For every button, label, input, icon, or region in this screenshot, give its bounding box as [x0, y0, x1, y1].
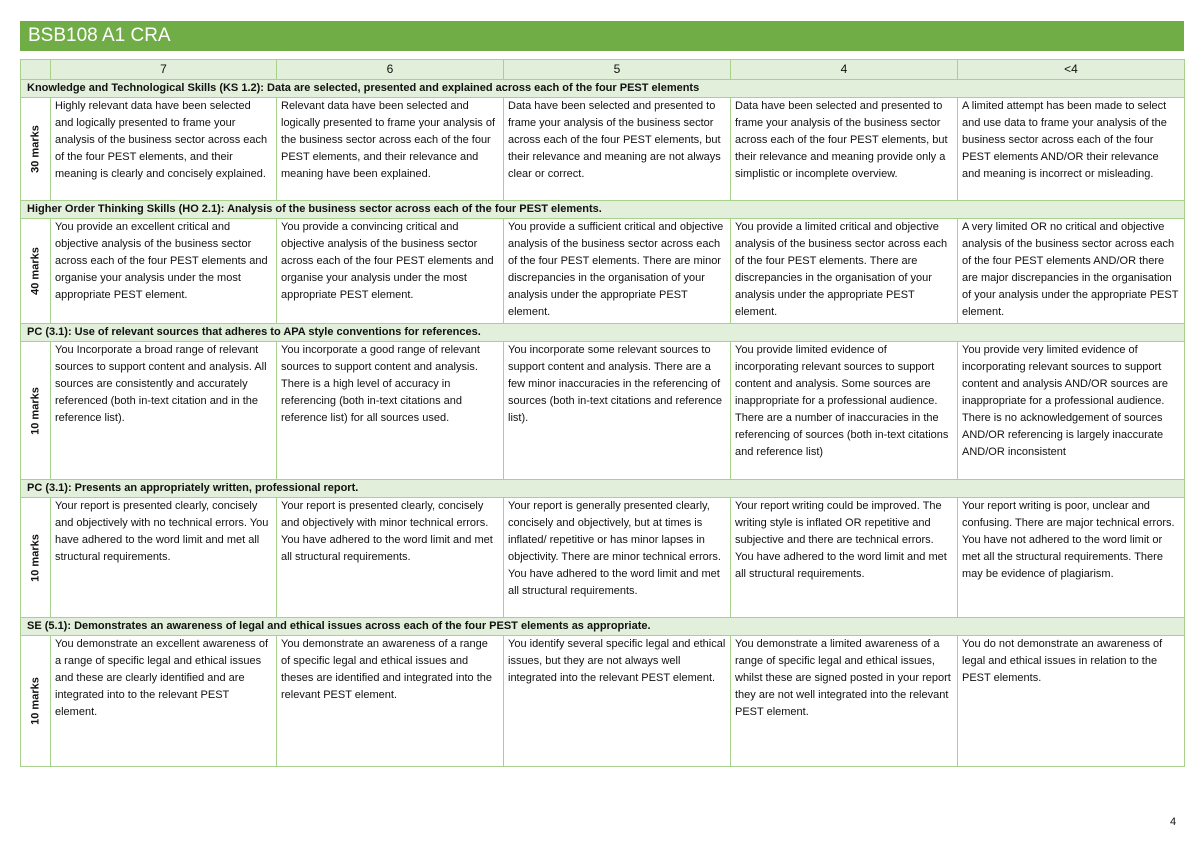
criterion-heading: PC (3.1): Presents an appropriately written, professional report.	[21, 480, 1185, 498]
grade-header-5: 5	[504, 60, 731, 80]
descriptor-cell: You provide a convincing critical and objective analysis of the business sector across each of the four PEST elements and organise your analysis under the most appropriate PEST element.	[277, 219, 504, 324]
marks-label-cell	[21, 342, 51, 480]
descriptor-cell: You demonstrate an excellent awareness of a range of specific legal and ethical issues and these are clearly identified and are integrated into to the relevant PEST element.	[51, 636, 277, 767]
descriptor-cell: Your report writing could be improved. The writing style is inflated OR repetitive and subjective and there are technical errors. You have adhered to the word limit and met all structural requirements.	[731, 498, 958, 618]
descriptor-cell: You do not demonstrate an awareness of legal and ethical issues in relation to the PEST elements.	[958, 636, 1185, 767]
marks-label: 10 marks	[29, 533, 41, 582]
criterion-heading-row	[21, 324, 1185, 342]
criterion-heading: Knowledge and Technological Skills (KS 1.2): Data are selected, presented and explained across each of the four PEST elements	[21, 80, 1185, 98]
descriptor-cell: A very limited OR no critical and objective analysis of the business sector across each of the four PEST elements AND/OR there are major discrepancies in the organisation of your analysis under the appropriate PEST element.	[958, 219, 1185, 324]
descriptor-cell: You provide very limited evidence of incorporating relevant sources to support content and analysis AND/OR sources are inappropriate for a professional audience. There is no acknowledgement of sources AND/OR referencing is largely inaccurate AND/OR inconsistent	[958, 342, 1185, 480]
page-number: 4	[1170, 816, 1177, 828]
marks-label-cell	[21, 219, 51, 324]
descriptor-cell: Highly relevant data have been selected and logically presented to frame your analysis of the business sector across each of the four PEST elements, and their meaning is clearly and concisely explained.	[51, 98, 277, 201]
criterion-heading: PC (3.1): Use of relevant sources that adheres to APA style conventions for references.	[21, 324, 1185, 342]
grade-header-row	[21, 60, 1185, 80]
descriptor-cell: Data have been selected and presented to frame your analysis of the business sector across each of the four PEST elements, but their relevance and meaning are not always clear or correct.	[504, 98, 731, 201]
grade-header-4: 4	[731, 60, 958, 80]
criterion-descriptor-row	[21, 342, 1185, 480]
criterion-heading-row	[21, 618, 1185, 636]
document-title: BSB108 A1 CRA	[20, 21, 1184, 51]
descriptor-cell: You provide a sufficient critical and objective analysis of the business sector across each of the four PEST elements. There are minor discrepancies in the organisation of your analysis under the appropriate PEST element.	[504, 219, 731, 324]
descriptor-cell: Relevant data have been selected and logically presented to frame your analysis of the business sector across each of the four PEST elements, and their relevance and meaning have been explained.	[277, 98, 504, 201]
descriptor-cell: A limited attempt has been made to select and use data to frame your analysis of the business sector across each of the four PEST elements AND/OR their relevance and meaning is incorrect or misleading.	[958, 98, 1185, 201]
descriptor-cell: You provide a limited critical and objective analysis of the business sector across each of the four PEST elements. There are discrepancies in the organisation of your analysis under the appropriate PEST element.	[731, 219, 958, 324]
criterion-heading-row	[21, 201, 1185, 219]
grade-header-6: 6	[277, 60, 504, 80]
descriptor-cell: Your report is presented clearly, concisely and objectively with no technical errors. You have adhered to the word limit and met all structural requirements.	[51, 498, 277, 618]
marks-label-cell	[21, 636, 51, 767]
descriptor-cell: Data have been selected and presented to frame your analysis of the business sector across each of the four PEST elements, but their relevance and meaning provide only a simplistic or incomplete overview.	[731, 98, 958, 201]
grade-header-below-4: <4	[958, 60, 1185, 80]
marks-label: 30 marks	[29, 125, 41, 173]
descriptor-cell: You demonstrate a limited awareness of a range of specific legal and ethical issues, whilst these are signed posted in your report they are not well integrated into the relevant PEST element.	[731, 636, 958, 767]
marks-label: 10 marks	[29, 677, 41, 725]
grade-header-corner	[21, 60, 51, 80]
criterion-heading-row	[21, 80, 1185, 98]
marks-label: 10 marks	[29, 386, 41, 435]
criterion-descriptor-row	[21, 498, 1185, 618]
rubric-table	[20, 59, 1185, 767]
descriptor-cell: You incorporate some relevant sources to support content and analysis. There are a few minor inaccuracies in the referencing of sources (both in-text citations and reference list).	[504, 342, 731, 480]
criterion-descriptor-row	[21, 636, 1185, 767]
marks-label-cell	[21, 98, 51, 201]
grade-header-7: 7	[51, 60, 277, 80]
criterion-heading-row	[21, 480, 1185, 498]
descriptor-cell: Your report is generally presented clearly, concisely and objectively, but at times is inflated/ repetitive or has minor lapses in objectivity. There are minor technical errors. You have adhered to the word limit and met all structural requirements.	[504, 498, 731, 618]
descriptor-cell: You provide limited evidence of incorporating relevant sources to support content and analysis. Some sources are inappropriate for a professional audience. There are a number of inaccuracies in the referencing of sources (both in-text citations and reference list)	[731, 342, 958, 480]
criterion-descriptor-row	[21, 98, 1185, 201]
descriptor-cell: You incorporate a good range of relevant sources to support content and analysis. There is a high level of accuracy in referencing (both in-text citations and reference list) for all sources used.	[277, 342, 504, 480]
marks-label-cell	[21, 498, 51, 618]
descriptor-cell: Your report is presented clearly, concisely and objectively with minor technical errors. You have adhered to the word limit and met all structural requirements.	[277, 498, 504, 618]
descriptor-cell: Your report writing is poor, unclear and confusing. There are major technical errors. You have not adhered to the word limit or met all the structural requirements. There may be evidence of plagiarism.	[958, 498, 1185, 618]
descriptor-cell: You demonstrate an awareness of a range of specific legal and ethical issues and theses are identified and integrated into the relevant PEST element.	[277, 636, 504, 767]
marks-label: 40 marks	[29, 247, 41, 295]
criterion-heading: SE (5.1): Demonstrates an awareness of legal and ethical issues across each of the four PEST elements as appropriate.	[21, 618, 1185, 636]
descriptor-cell: You Incorporate a broad range of relevant sources to support content and analysis. All sources are consistently and accurately referenced (both in-text citation and in the reference list).	[51, 342, 277, 480]
descriptor-cell: You identify several specific legal and ethical issues, but they are not always well integrated into the relevant PEST element.	[504, 636, 731, 767]
criterion-heading: Higher Order Thinking Skills (HO 2.1): Analysis of the business sector across each of the four PEST elements.	[21, 201, 1185, 219]
criterion-descriptor-row	[21, 219, 1185, 324]
descriptor-cell: You provide an excellent critical and objective analysis of the business sector across each of the four PEST elements and organise your analysis under the most appropriate PEST element.	[51, 219, 277, 324]
